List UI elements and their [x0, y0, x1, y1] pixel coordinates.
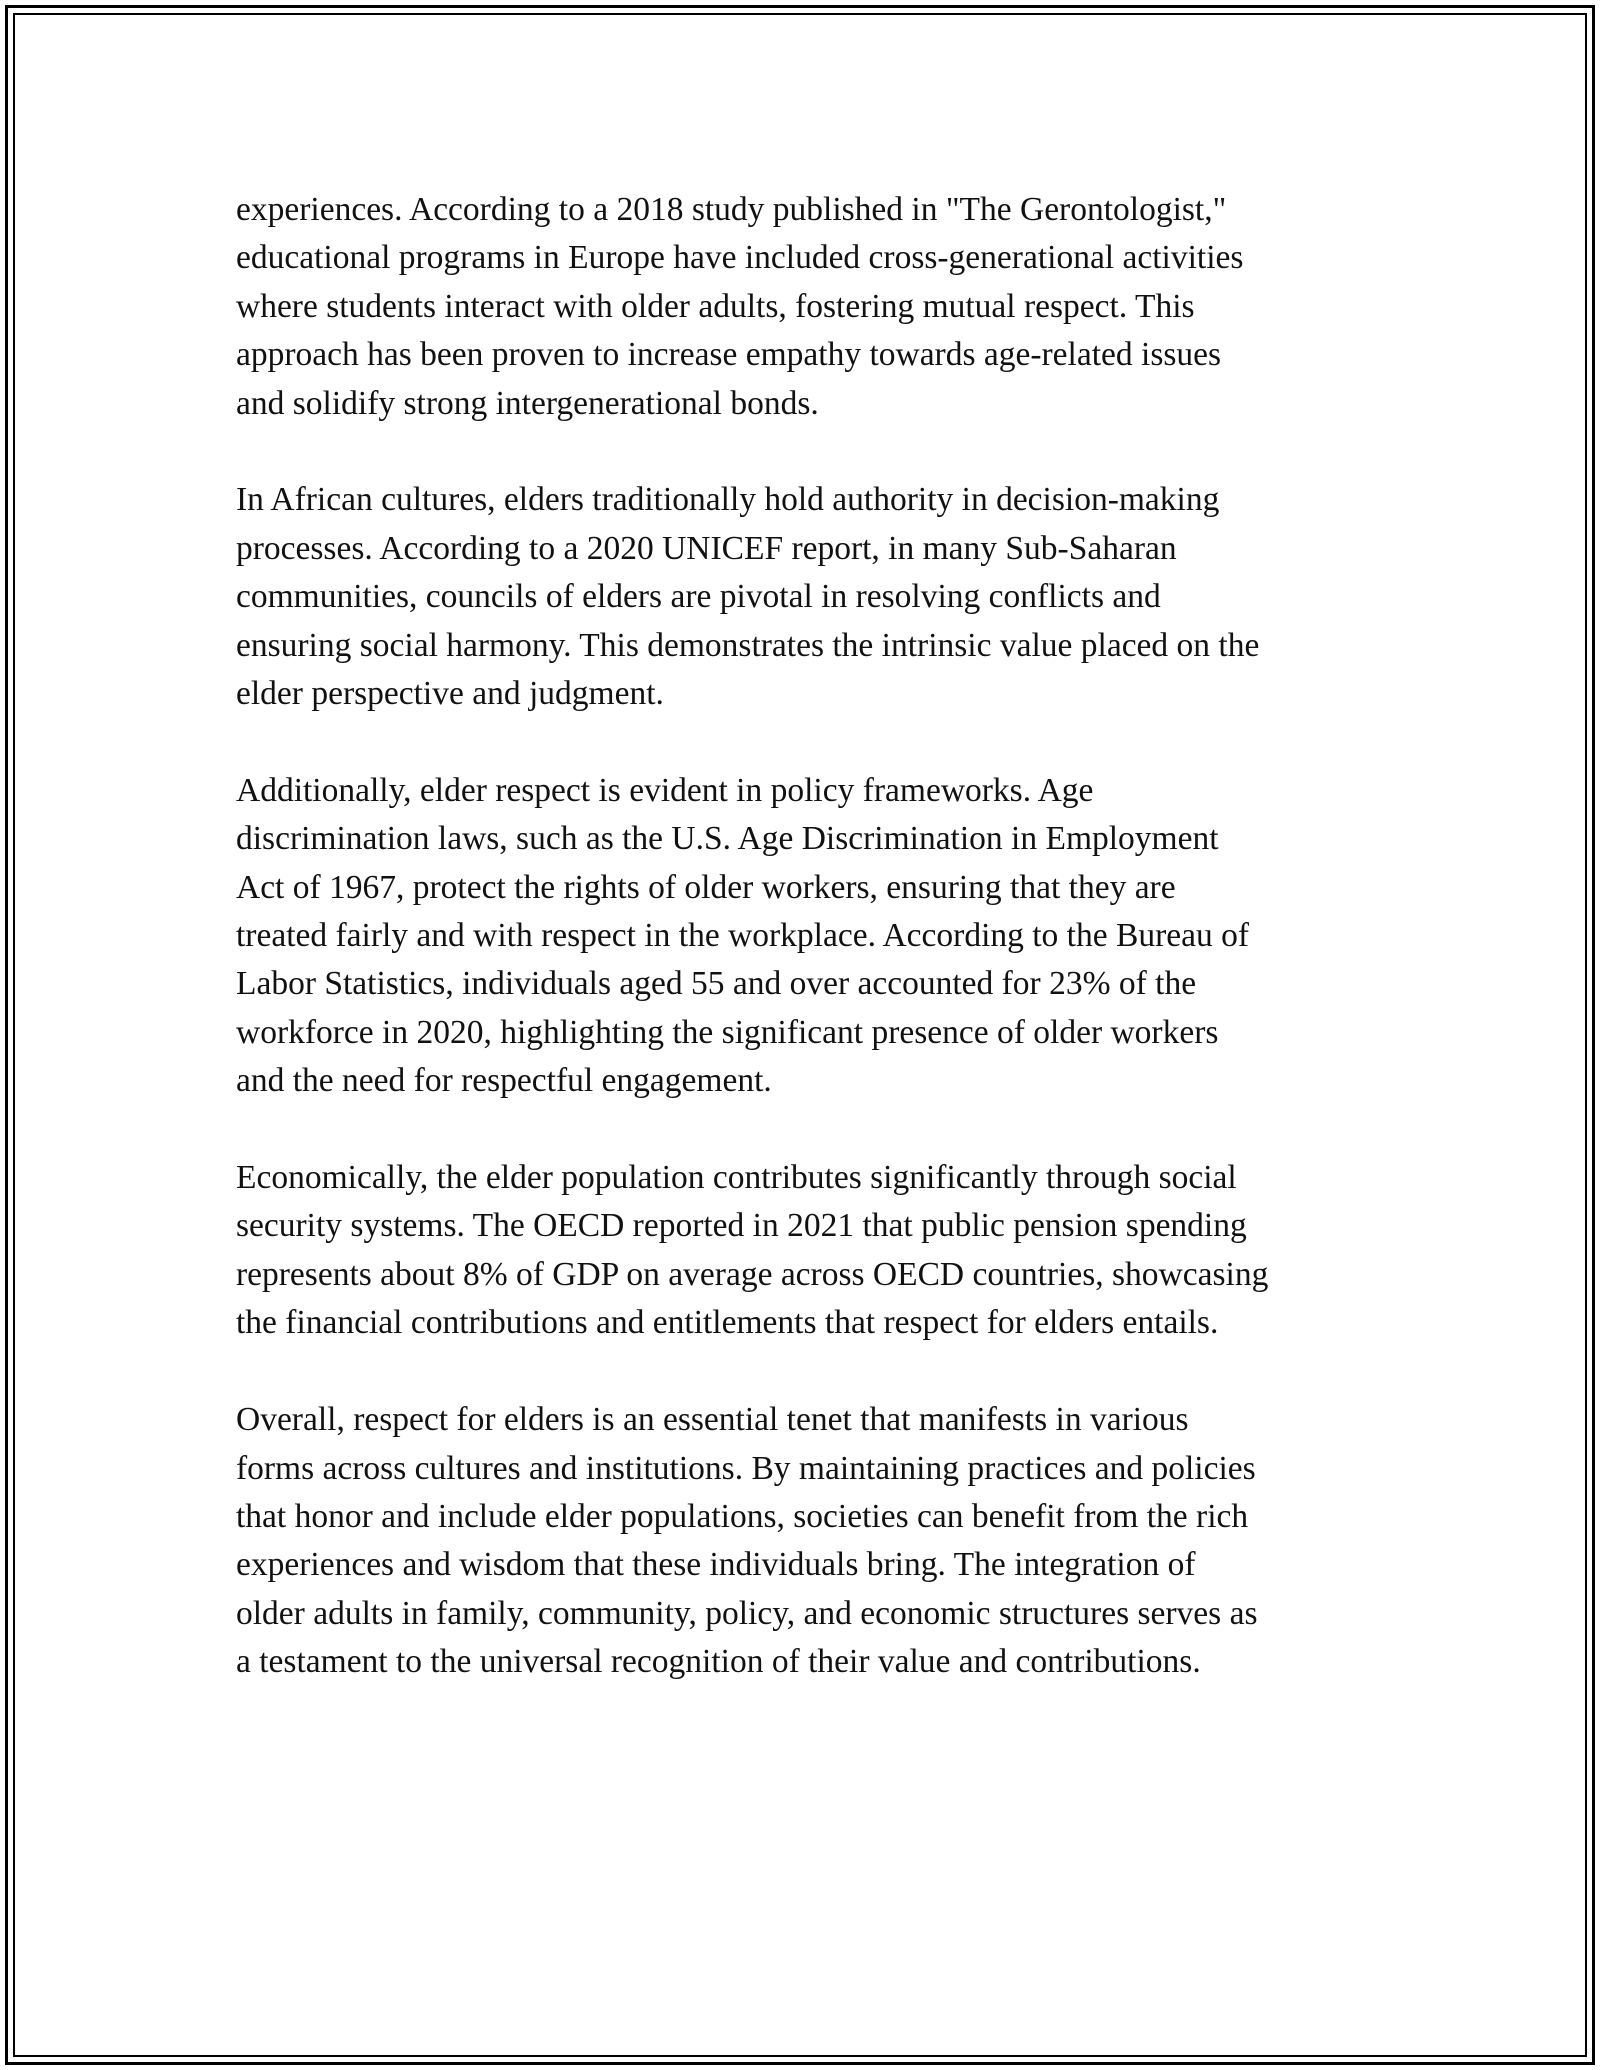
paragraph-1: experiences. According to a 2018 study published in "The Gerontologist," educational programs in Europe have included cross-generational activities where students interact with older adults, fostering mutual respect. This approach has been proven to increase empathy towards age-related issues and solidify strong intergenerational bonds. — [236, 191, 1244, 422]
paragraph-4: Economically, the elder population contributes significantly through social security systems. The OECD reported in 2021 that public pension spending represents about 8% of GDP on average across OECD countries, showcasing the financial contributions and entitlements that respect for elders entails. — [236, 1159, 1269, 1342]
document-body — [236, 186, 1384, 1735]
paragraph-5: Overall, respect for elders is an essential tenet that manifests in various forms across cultures and institutions. By maintaining practices and policies that honor and include elder populations, societies can benefit from the rich experiences and wisdom that these individuals bring. The integration of older adults in family, community, policy, and economic structures serves as a testament to the universal recognition of their value and contributions. — [236, 1401, 1258, 1681]
paragraph-2: In African cultures, elders traditionally hold authority in decision-making processes. According to a 2020 UNICEF report, in many Sub-Saharan communities, councils of elders are pivotal in resolving conflicts and ensuring social harmony. This demonstrates the intrinsic value placed on the elder perspective and judgment. — [236, 481, 1260, 713]
paragraph-3: Additionally, elder respect is evident in policy frameworks. Age discrimination laws, such as the U.S. Age Discrimination in Employment Act of 1967, protect the rights of older workers, ensuring that they are treated fairly and with respect in the workplace. According to the Bureau of Labor Statistics, individuals aged 55 and over accounted for 23% of the workforce in 2020, highlighting the significant presence of older workers and the need for respectful engagement. — [236, 771, 1249, 1100]
